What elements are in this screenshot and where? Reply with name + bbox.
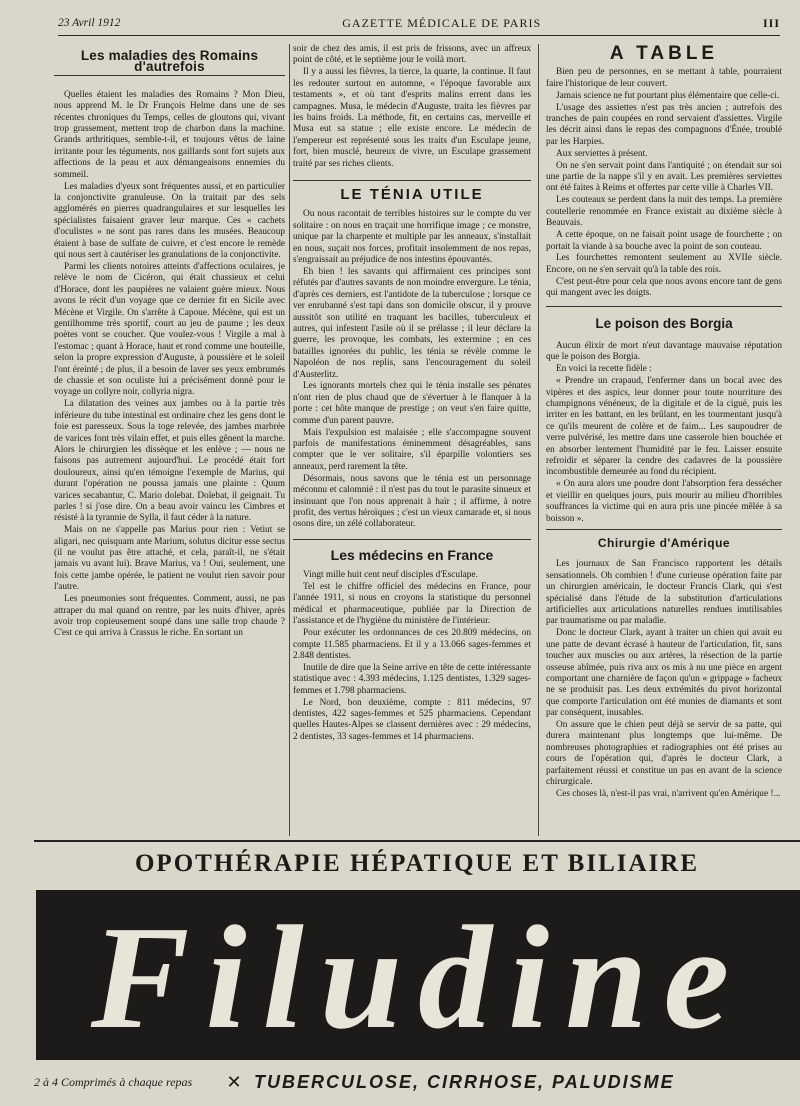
advert-brand-banner xyxy=(36,890,800,1060)
article-paragraph: Inutile de dire que la Seine arrive en tête de cette intéressante statistique avec : 4.393 médecins, 1.125 dentistes, 1.329 sages-femmes et 1.798 pharmaciens. xyxy=(293,662,531,696)
article-paragraph: L'usage des assiettes n'est pas très ancien ; autrefois des tranches de pain coupées en rond servaient d'assiettes. Virgile les décrit ainsi dans le repas des compagnons d'Énée, troublé par les Harpies. xyxy=(546,102,782,147)
article-paragraph: Il y a aussi les fièvres, la tierce, la quarte, la continue. Il faut les redouter surtout en automne, « l'époque favorable aux testaments », et où tant d'esprits malins errent dans les campagnes. Musa, le médecin d'Auguste, traita les fièvres par les bains froids. La méthode, fit, en certains cas, merveille et Musa eut sa statue ; elle existe encore. Le médecin de l'empereur est représenté sous les traits d'un Esculape jeune, fort, bien musclé, heureux de vivre, un Esculape grassement traité par ses riches clients. xyxy=(293,67,531,169)
article-paragraph: « On aura alors une poudre dont l'absorption fera dessécher et vieillir en quelques jours, puis mourir au milieu d'horribles souffrances la victime qui en aura pris une pincée mêlée à sa boisson ». xyxy=(546,479,782,524)
article-paragraph: Ou nous racontait de terribles histoires sur le compte du ver solitaire : on nous en traçait une horrifique image ; ce monstre, unique par la charpente et multiple par les anneaux, s'installait en nous, suçait nos forces, profitait insolemment de nos repas, s'engraissait au préjudice de nos intestins épouvantés. xyxy=(293,209,531,265)
article-paragraph: Les maladies d'yeux sont fréquentes aussi, et en particulier la conjonctivite granuleuse. On la traitait par des sels agglomérés en pierres quadrangulaires et sur lesquelles les spécialistes faisaient graver leur marque. Ces « cachets d'oculistes » ne sont pas rares dans les musées. Beaucoup étaient à base de sulfate de cuivre, et c'est encore le remède qui nous sert à cautériser les granulations de la conjonctivite. xyxy=(54,181,285,260)
filudine-advertisement xyxy=(34,840,800,1106)
article-paragraph: Le Nord, bon deuxième, compte : 811 médecins, 97 dentistes, 422 sages-femmes et 525 pharmaciens. Cependant quelles Hautes-Alpes se classent dernières avec : 29 médecins, 2 dentistes, 33 sages-femmes et 14 pharmaciens. xyxy=(293,697,531,742)
ornament-icon: ✕ xyxy=(226,1071,242,1092)
article-paragraph: Les couteaux se perdent dans la nuit des temps. La première coutellerie renommée en France existait au dixième siècle à Beauvais. xyxy=(546,195,782,229)
article-paragraph: Jamais science ne fut pourtant plus élémentaire que celle-ci. xyxy=(556,90,780,101)
article-paragraph: Mais on ne s'appelle pas Marius pour rien : Vetiut se aligari, nec quisquam ante Marium, solutus dicitur esse sectus (il ne voulut pas être attaché, et cela, paraît-il, ne s'était jamais vu avant lui). Brave Marius, va ! Oui, seulement, une fois cette jambe opérée, le patient ne voulut rien savoir pour l'autre. xyxy=(54,525,285,593)
running-header xyxy=(58,14,780,36)
journal-name: GAZETTE MÉDICALE DE PARIS xyxy=(342,15,542,30)
article-title-tenia: LE TÉNIA UTILE xyxy=(293,180,531,200)
column-divider xyxy=(289,44,290,836)
article-paragraph: On ne s'en servait point dans l'antiquité ; on étendait sur soi une partie de la nappe s'il y en avait. Les premières serviettes ont été faites à Reims et offertes par cette ville à Charles VII. xyxy=(546,160,782,194)
advert-footer xyxy=(34,1066,800,1098)
article-paragraph: Donc le docteur Clark, ayant à traiter un chien qui avait eu une patte de devant écrasé à hauteur de l'articulation, fit, sans toucher aux muscles ou aux artères, la résection de la partie osseuse abîmée, puis riva aux os mis à nu une pièce en argent comportant une charnière de façon qu'un « grippage » facheux ne se produisit pas. Les deux extrémités du pivot horizontal que comporte l'articulation ont été munies de diamants et sont par conséquent, inusables. xyxy=(546,628,782,719)
article-paragraph: Ces choses là, n'est-il pas vrai, n'arrivent qu'en Amérique !... xyxy=(556,788,781,799)
article-paragraph: Les fourchettes remontent seulement au XVIIe siècle. Encore, on ne s'en servait qu'à la table des rois. xyxy=(546,253,782,275)
article-paragraph: Les ignorants mortels chez qui le ténia installe ses pénates n'ont rien de plus chaud que de s'évertuer à le flanquer à la porte : cet hôte manque de prestige ; on veut s'en faire quitte, comme d'un parent pauvre. xyxy=(293,381,531,426)
article-paragraph: Aux serviettes à présent. xyxy=(556,148,648,159)
advert-headline: OPOTHÉRAPIE HÉPATIQUE ET BILIAIRE xyxy=(134,850,700,877)
article-paragraph: Quelles étaient les maladies des Romains ? Mon Dieu, nous apprend M. le Dr François Helme dans une de ses récentes chroniques du Temps, celles de gloutons qui, vivant trop grassement, mettent trop de charbon dans la machine. Grands arthritiques, semble-t-il, et toujours vêtus de laine irritante pour les téguments, nos gaillards sont fort sujets aux affections de la peau et aux démangeaisons ennemies du sommeil. xyxy=(54,89,285,180)
article-title-borgia: Le poison des Borgia xyxy=(546,306,782,329)
article-title-maladies: Les maladies des Romains d'autrefois xyxy=(54,50,285,76)
article-paragraph: Les journaux de San Francisco rapportent les détails sensationnels. Oh combien ! d'une curieuse opération faite par un chirurgien américain, le docteur Francis Clark, qui s'est spécialisé dans l'étude de la substitution d'articulations artificielles aux articulations naturelles rendues inutilisables par traumatisme ou par maladie. xyxy=(546,559,782,627)
article-paragraph: La dilatation des veines aux jambes ou à la partie très inférieure du tube intestinal est ordinaire chez les gens dont le foie est paresseux. Sous la toge relevée, des jambes marbrée de varices font très vilain effet, et puis elles gênent la marche. Alors le chirurgien les dissèque et les enlève ; — nous ne faisons pas autrement aujourd'hui. Le procédé était fort douloureux, ainsi qu'en témoigne l'exemple de Marius, qui durant l'opération ne poussa jamais une plainte : Quum varices secabantur, C. Mario dolebat. Dolebat, il geignait. Tu parles ! si j'ose dire. On a beau avoir vaincu les Cimbres et résisté à la tyrannie de Sylla, il faut céder à la nature. xyxy=(54,399,285,524)
article-paragraph: Bien peu de personnes, en se mettant à table, pourraient faire l'historique de leur couvert. xyxy=(546,67,782,89)
article-paragraph: Mais l'expulsion est malaisée ; elle s'accompagne souvent parfois de manifestations éminemment désagréables, sans compter que le ver solitaire, s'il éparpille volontiers ses anneaux, perd rarement la tête. xyxy=(293,427,531,472)
column-2 xyxy=(293,44,531,836)
article-title-a-table: A TABLE xyxy=(609,44,719,64)
article-paragraph: Les pneumonies sont fréquentes. Comment, aussi, ne pas attraper du mal quand on rentre, par les nuits d'hiver, après avoir trop copieusement soupé dans une salle trop chaude ? C'est ce qui arriva à Crassus le riche. En sortant un xyxy=(54,594,285,639)
advert-dosage: 2 à 4 Comprimés à chaque repas xyxy=(34,1074,193,1089)
article-paragraph: Aucun élixir de mort n'eut davantage mauvaise réputation que le poison des Borgia. xyxy=(546,340,782,363)
article-paragraph: En voici la recette fidèle : xyxy=(556,364,652,375)
article-paragraph: Parmi les clients notoires atteints d'affections oculaires, je relève le nom de Cicéron, qui était chassieux et celui d'Horace, dont les paupières ne valaient guère mieux. Nous avons le récit d'un voyage que ce dernier fit en Sicile avec Mécène et Virgile. On s'arrête à Capoue. Mécène, qui est un gentilhomme très sportif, court au jeu de paume ; les deux poètes vont se coucher. Que voulez-vous ! Virgile a mal à l'estomac ; quant à Horace, haut et rond comme une bouteille, selon la propre expression d'Auguste, à poussière et le soleil l'ont éreinté ; de plus, il a besoin de laver ses yeux embrumés de chassie et son oculiste lui a précisément donné pour le voyage un collyre noir, collyria nigra. xyxy=(54,261,285,398)
article-title-chirurgie: Chirurgie d'Amérique xyxy=(546,529,782,549)
article-paragraph: Désormais, nous savons que le ténia est un personnage méconnu et calomnié : il n'est pas du tout le parasite sinueux et insinuant que l'on nous apprenait à haïr ; il affirme, à notre profit, des vertus héroïques ; c'est un vieux camarade et, si nous osons dire, un zélé collaborateur. xyxy=(293,473,531,530)
article-paragraph: Tel est le chiffre officiel des médecins en France, pour l'année 1911, si nous en croyons la statistique du personnel médical et pharmaceutique, publiée par la Direction de l'assistance et de l'hygiène du ministère de l'intérieur. xyxy=(293,582,531,627)
article-paragraph: Pour exécuter les ordonnances de ces 20.809 médecins, on compte 11.585 pharmaciens. Et il y a 13.066 sages-femmes et 2.848 dentistes. xyxy=(293,628,531,661)
column-divider xyxy=(538,44,539,836)
page-number: III xyxy=(762,15,780,30)
advert-brand-name: Filudine xyxy=(90,896,746,1060)
article-title-medecins: Les médecins en France xyxy=(293,539,531,561)
advert-indications: TUBERCULOSE, CIRRHOSE, PALUDISME xyxy=(254,1071,675,1092)
article-paragraph: soir de chez des amis, il est pris de frissons, avec un affreux point de côté, et le septième jour le voilà mort. xyxy=(293,44,531,66)
article-paragraph: C'est peut-être pour cela que nous avons encore tant de gens qui mangent avec les doigts. xyxy=(546,276,782,299)
article-paragraph: Vingt mille huit cent neuf disciples d'Esculape. xyxy=(303,570,478,581)
column-3 xyxy=(546,44,782,836)
issue-date: 23 Avril 1912 xyxy=(58,17,121,29)
column-1 xyxy=(54,44,285,836)
article-paragraph: On assure que le chien peut déjà se servir de sa patte, qui durera maintenant plus longtemps que lui-même. De nombreuses photographies et radiographies ont été prises au cours de l'opération qui, d'après le docteur Clark, a parfaitement réussi et constitue un pas en avant de la science chirurgicale. xyxy=(546,720,782,788)
article-paragraph: Eh bien ! les savants qui affirmaient ces principes sont réfutés par d'autres savants de non moindre envergure. Le ténia, d'après ces derniers, est l'antidote de la tuberculose ; lorsque ce ver enrubanné s'est tapi dans son domicile obscur, il y prouve aussitôt son utilité en traquant les bacilles, tuberculeux et autres, qui infestent l'asile où il se prélasse ; il leur déclare la guerre, les provoque, les combats, les extermine ; en ces batailles ignorées du public, les ténia se révèle comme le Napoléon de nos replis, sans l'encouragement du soleil d'Austerlitz. xyxy=(293,266,531,380)
article-paragraph: « Prendre un crapaud, l'enfermer dans un bocal avec des vipères et des aspics, leur donner pour toute nourriture des champignons vénéneux, de la digitale et de la ciguë, puis les irriter en les battant, en les brûlant, en les tourmentant jusqu'à ce qu'ils meurent de colère et de faim... Les saupoudrer de verre pulvérisé, les mettre dans une casserole bien bouchée et en absorber lentement l'humidité par le feu. Laisser ensuite refroidir et séparer la cendre des cadavres de la poussière incombustible demeurée au fond du récipient. xyxy=(546,376,782,478)
article-paragraph: A cette époque, on ne faisait point usage de fourchette ; on portait la viande à sa bouche avec la point de son couteau. xyxy=(546,230,782,252)
